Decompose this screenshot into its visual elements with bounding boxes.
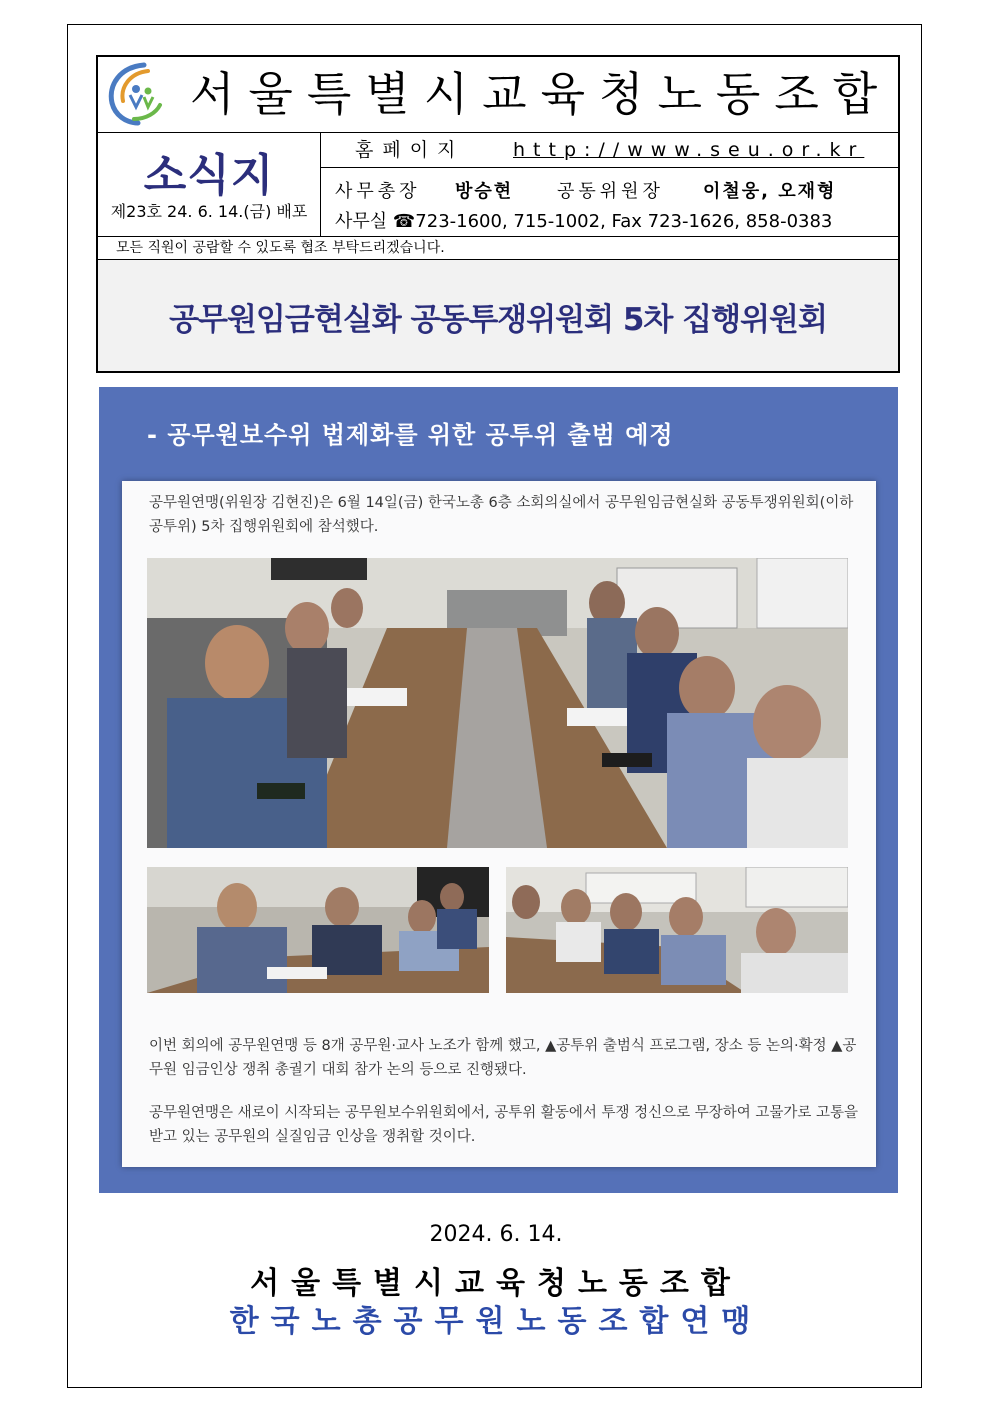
article-paragraph-3: 공무원연맹은 새로이 시작되는 공무원보수위원회에서, 공투위 활동에서 투쟁 정신으로 무장하여 고물가로 고통을 받고 있는 공무원의 실질임금 인상을 쟁취할 것이다.: [149, 1105, 859, 1145]
article-panel: [99, 387, 898, 1193]
secretary-name: 방승현: [455, 181, 514, 202]
newsletter-header: [96, 55, 900, 373]
homepage-link[interactable]: http://www.seu.or.kr: [513, 139, 865, 161]
chair-label: 공동위원장: [557, 181, 664, 202]
union-title: 서울특별시교육청노동조합: [190, 67, 892, 121]
notice-text: 모든 직원이 공람할 수 있도록 협조 부탁드리겠습니다.: [98, 236, 898, 260]
headline: 공무원임금현실화 공동투쟁위원회 5차 집행위원회: [169, 302, 827, 338]
title-row: [98, 57, 898, 133]
article-subtitle: - 공무원보수위 법제화를 위한 공투위 출범 예정: [147, 421, 674, 449]
homepage-row: [321, 133, 900, 168]
homepage-label: 홈페이지: [355, 139, 465, 161]
headline-box: [98, 260, 898, 371]
newsletter-label: 소식지: [143, 150, 275, 201]
newsletter-label-cell: [98, 133, 321, 236]
issue-info: 제23호 24. 6. 14.(금) 배포: [110, 202, 308, 221]
footer-date: 2024. 6. 14.: [429, 1222, 563, 1247]
secretary-label: 사무총장: [335, 181, 421, 202]
chair-names: 이철웅, 오재형: [703, 181, 837, 202]
article-paragraph-2: 이번 회의에 공무원연맹 등 8개 공무원·교사 노조가 함께 했고, ▲공투위 출범식 프로그램, 장소 등 논의·확정 ▲공무원 임금인상 쟁취 총궐기 대회 참가 논의 등으로 진행됐다.: [149, 1038, 857, 1078]
union-logo-icon: [104, 61, 170, 127]
meeting-photo-left: [147, 867, 489, 993]
footer-federation-name: 한국노총공무원노동조합연맹: [229, 1304, 763, 1339]
contact-info-cell: [321, 133, 900, 236]
article-card: [122, 481, 876, 1167]
office-contact: 사무실 ☎723-1600, 715-1002, Fax 723-1626, 858-0383: [335, 211, 833, 232]
footer-union-name: 서울특별시교육청노동조합: [250, 1266, 742, 1301]
meeting-photo-main: [147, 558, 848, 848]
meeting-photo-right: [506, 867, 848, 993]
article-paragraph-1: 공무원연맹(위원장 김현진)은 6월 14일(금) 한국노총 6층 소회의실에서 공무원임금현실화 공동투쟁위원회(이하 공투위) 5차 집행위원회에 참석했다.: [149, 495, 854, 535]
